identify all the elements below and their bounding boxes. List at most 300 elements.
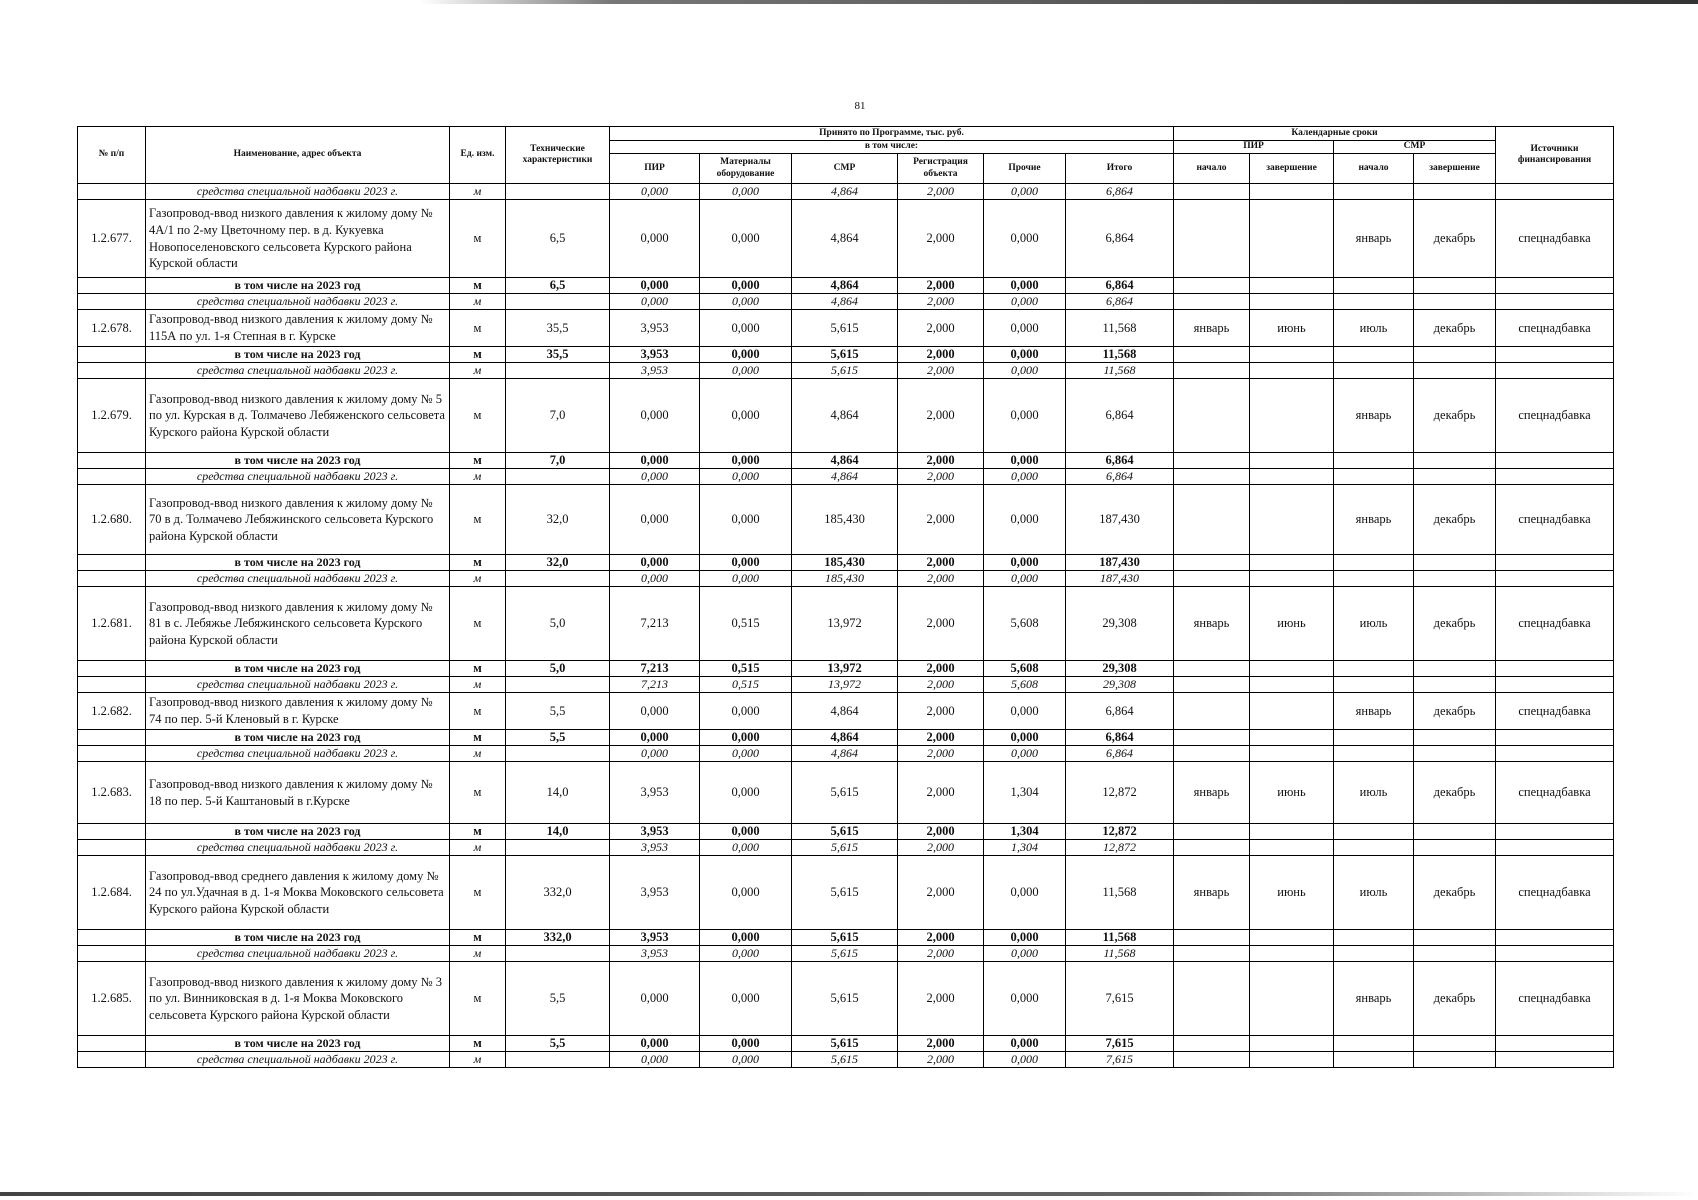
item-name: Газопровод-ввод среднего давления к жилому дому № 24 по ул.Удачная в д. 1-я Моква Моковского сельсовета Курского района Курской области (146, 856, 450, 930)
item-total: 6,864 (1066, 200, 1174, 278)
subtotal-empty (1414, 730, 1496, 746)
subtotal-tech: 6,5 (506, 278, 610, 294)
subtotal-empty (1334, 661, 1414, 677)
item-registration: 2,000 (898, 485, 984, 555)
item-pir-start: январь (1174, 762, 1250, 824)
subtotal-materials: 0,000 (700, 1036, 792, 1052)
item-materials: 0,000 (700, 310, 792, 347)
subtotal-total: 6,864 (1066, 453, 1174, 469)
subtotal-materials: 0,000 (700, 453, 792, 469)
subtotal-empty (1174, 930, 1250, 946)
fund-tech (506, 184, 610, 200)
item-total: 11,568 (1066, 856, 1174, 930)
fund-registration: 2,000 (898, 946, 984, 962)
fund-empty (1334, 840, 1414, 856)
fund-empty (1174, 571, 1250, 587)
fund-registration: 2,000 (898, 469, 984, 485)
subtotal-smr: 185,430 (792, 555, 898, 571)
item-pir-start: январь (1174, 587, 1250, 661)
subtotal-total: 11,568 (1066, 930, 1174, 946)
subtotal-num (78, 824, 146, 840)
table-row (78, 485, 1614, 555)
fund-tech (506, 840, 610, 856)
subtotal-empty (1174, 278, 1250, 294)
subtotal-unit: м (450, 278, 506, 294)
fund-pir: 7,213 (610, 677, 700, 693)
fund-unit: м (450, 746, 506, 762)
item-pir-end: июнь (1250, 587, 1334, 661)
item-num: 1.2.677. (78, 200, 146, 278)
item-pir-start (1174, 379, 1250, 453)
item-pir-start (1174, 693, 1250, 730)
fund-empty (1496, 469, 1614, 485)
fund-materials: 0,000 (700, 363, 792, 379)
fund-empty (1414, 677, 1496, 693)
fund-tech (506, 571, 610, 587)
item-pir-end (1250, 485, 1334, 555)
item-smr-end: декабрь (1414, 200, 1496, 278)
item-other: 0,000 (984, 379, 1066, 453)
item-registration: 2,000 (898, 379, 984, 453)
subtotal-num (78, 730, 146, 746)
subtotal-empty (1334, 453, 1414, 469)
subtotal-empty (1414, 347, 1496, 363)
subtotal-row (78, 453, 1614, 469)
fund-unit: м (450, 363, 506, 379)
fund-tech (506, 677, 610, 693)
fund-empty (1174, 746, 1250, 762)
subtotal-other: 1,304 (984, 824, 1066, 840)
fund-unit: м (450, 294, 506, 310)
subtotal-unit: м (450, 730, 506, 746)
item-num: 1.2.678. (78, 310, 146, 347)
item-smr: 5,615 (792, 962, 898, 1036)
subtotal-label: в том числе на 2023 год (146, 278, 450, 294)
fund-unit: м (450, 571, 506, 587)
fund-empty (1496, 294, 1614, 310)
fund-empty (1414, 746, 1496, 762)
subtotal-smr: 4,864 (792, 278, 898, 294)
table-header (78, 127, 1614, 184)
fund-empty (1250, 746, 1334, 762)
subtotal-tech: 7,0 (506, 453, 610, 469)
subtotal-empty (1174, 730, 1250, 746)
fund-empty (1174, 294, 1250, 310)
subtotal-label: в том числе на 2023 год (146, 930, 450, 946)
item-registration: 2,000 (898, 200, 984, 278)
subtotal-empty (1250, 824, 1334, 840)
subtotal-registration: 2,000 (898, 824, 984, 840)
fund-label: средства специальной надбавки 2023 г. (146, 1052, 450, 1068)
item-smr-start: июль (1334, 587, 1414, 661)
fund-num (78, 469, 146, 485)
item-smr-start: январь (1334, 485, 1414, 555)
subtotal-num (78, 930, 146, 946)
item-other: 0,000 (984, 485, 1066, 555)
subtotal-label: в том числе на 2023 год (146, 453, 450, 469)
fund-other: 0,000 (984, 184, 1066, 200)
item-pir: 0,000 (610, 962, 700, 1036)
item-name: Газопровод-ввод низкого давления к жилому дому № 115А по ул. 1-я Степная в г. Курске (146, 310, 450, 347)
fund-empty (1414, 946, 1496, 962)
header-including: в том числе: (610, 141, 1174, 154)
fund-row (78, 677, 1614, 693)
fund-empty (1496, 746, 1614, 762)
fund-other: 0,000 (984, 363, 1066, 379)
item-other: 0,000 (984, 962, 1066, 1036)
fund-registration: 2,000 (898, 840, 984, 856)
item-pir-end (1250, 379, 1334, 453)
item-name: Газопровод-ввод низкого давления к жилому дому № 74 по пер. 5-й Кленовый в г. Курске (146, 693, 450, 730)
header-cal-pir: ПИР (1174, 141, 1334, 154)
item-smr: 185,430 (792, 485, 898, 555)
fund-total: 12,872 (1066, 840, 1174, 856)
subtotal-empty (1174, 824, 1250, 840)
page-number: 81 (854, 100, 866, 112)
fund-empty (1496, 840, 1614, 856)
subtotal-unit: м (450, 347, 506, 363)
subtotal-total: 187,430 (1066, 555, 1174, 571)
subtotal-other: 0,000 (984, 347, 1066, 363)
item-num: 1.2.685. (78, 962, 146, 1036)
subtotal-num (78, 1036, 146, 1052)
subtotal-empty (1414, 824, 1496, 840)
item-materials: 0,515 (700, 587, 792, 661)
table-row (78, 379, 1614, 453)
fund-empty (1414, 840, 1496, 856)
item-pir-end: июнь (1250, 856, 1334, 930)
fund-unit: м (450, 184, 506, 200)
subtotal-materials: 0,000 (700, 555, 792, 571)
fund-empty (1250, 840, 1334, 856)
fund-num (78, 571, 146, 587)
fund-materials: 0,000 (700, 840, 792, 856)
subtotal-registration: 2,000 (898, 661, 984, 677)
item-materials: 0,000 (700, 856, 792, 930)
subtotal-other: 0,000 (984, 555, 1066, 571)
fund-unit: м (450, 469, 506, 485)
item-smr: 4,864 (792, 200, 898, 278)
subtotal-tech: 14,0 (506, 824, 610, 840)
subtotal-empty (1496, 930, 1614, 946)
fund-smr: 5,615 (792, 363, 898, 379)
program-table (77, 126, 1614, 1068)
item-name: Газопровод-ввод низкого давления к жилому дому № 4А/1 по 2-му Цветочному пер. в д. Кукуевка Новопоселеновского сельсовета Курского района Курской области (146, 200, 450, 278)
subtotal-empty (1250, 278, 1334, 294)
subtotal-total: 11,568 (1066, 347, 1174, 363)
fund-empty (1334, 294, 1414, 310)
fund-empty (1496, 946, 1614, 962)
item-unit: м (450, 379, 506, 453)
fund-smr: 4,864 (792, 184, 898, 200)
item-smr: 5,615 (792, 762, 898, 824)
item-source: спецнадбавка (1496, 962, 1614, 1036)
item-pir-end (1250, 962, 1334, 1036)
item-smr-start: январь (1334, 379, 1414, 453)
item-total: 6,864 (1066, 379, 1174, 453)
item-name: Газопровод-ввод низкого давления к жилому дому № 81 в с. Лебяжье Лебяжинского сельсовета Курского района Курской области (146, 587, 450, 661)
subtotal-empty (1174, 555, 1250, 571)
fund-empty (1174, 363, 1250, 379)
subtotal-other: 0,000 (984, 730, 1066, 746)
fund-empty (1334, 571, 1414, 587)
table-row (78, 587, 1614, 661)
item-pir: 3,953 (610, 762, 700, 824)
fund-num (78, 294, 146, 310)
fund-smr: 4,864 (792, 294, 898, 310)
fund-empty (1496, 1052, 1614, 1068)
fund-row (78, 840, 1614, 856)
item-unit: м (450, 762, 506, 824)
fund-empty (1250, 363, 1334, 379)
fund-tech (506, 746, 610, 762)
fund-smr: 5,615 (792, 1052, 898, 1068)
item-smr-start: июль (1334, 856, 1414, 930)
subtotal-row (78, 824, 1614, 840)
fund-empty (1414, 1052, 1496, 1068)
subtotal-smr: 4,864 (792, 730, 898, 746)
subtotal-empty (1334, 278, 1414, 294)
subtotal-empty (1496, 1036, 1614, 1052)
item-pir-end (1250, 200, 1334, 278)
subtotal-materials: 0,000 (700, 824, 792, 840)
fund-tech (506, 469, 610, 485)
item-pir-start (1174, 200, 1250, 278)
header-sources: Источники финансирования (1496, 127, 1614, 184)
item-pir-start: январь (1174, 310, 1250, 347)
fund-empty (1334, 469, 1414, 485)
item-pir: 3,953 (610, 310, 700, 347)
item-tech: 332,0 (506, 856, 610, 930)
item-num: 1.2.682. (78, 693, 146, 730)
item-pir-start (1174, 962, 1250, 1036)
subtotal-empty (1496, 347, 1614, 363)
subtotal-empty (1334, 730, 1414, 746)
table-body (78, 184, 1614, 1068)
subtotal-smr: 5,615 (792, 930, 898, 946)
fund-tech (506, 1052, 610, 1068)
fund-num (78, 746, 146, 762)
item-other: 0,000 (984, 310, 1066, 347)
item-source: спецнадбавка (1496, 762, 1614, 824)
fund-row (78, 946, 1614, 962)
subtotal-total: 29,308 (1066, 661, 1174, 677)
item-num: 1.2.681. (78, 587, 146, 661)
item-pir: 3,953 (610, 856, 700, 930)
item-source: спецнадбавка (1496, 587, 1614, 661)
subtotal-label: в том числе на 2023 год (146, 824, 450, 840)
item-smr-end: декабрь (1414, 856, 1496, 930)
fund-empty (1174, 946, 1250, 962)
item-num: 1.2.683. (78, 762, 146, 824)
header-smr-start: начало (1334, 154, 1414, 184)
item-pir: 0,000 (610, 200, 700, 278)
item-name: Газопровод-ввод низкого давления к жилому дому № 18 по пер. 5-й Каштановый в г.Курске (146, 762, 450, 824)
fund-num (78, 677, 146, 693)
item-name: Газопровод-ввод низкого давления к жилому дому № 3 по ул. Винниковская в д. 1-я Моква Моковского сельсовета Курского района Курской области (146, 962, 450, 1036)
fund-num (78, 840, 146, 856)
item-pir-start: январь (1174, 856, 1250, 930)
fund-label: средства специальной надбавки 2023 г. (146, 184, 450, 200)
subtotal-empty (1334, 824, 1414, 840)
header-num: № п/п (78, 127, 146, 184)
fund-empty (1414, 363, 1496, 379)
table-row (78, 856, 1614, 930)
subtotal-pir: 3,953 (610, 824, 700, 840)
item-other: 1,304 (984, 762, 1066, 824)
fund-row (78, 363, 1614, 379)
item-total: 187,430 (1066, 485, 1174, 555)
item-registration: 2,000 (898, 762, 984, 824)
subtotal-empty (1250, 661, 1334, 677)
item-tech: 5,5 (506, 962, 610, 1036)
item-num: 1.2.680. (78, 485, 146, 555)
item-source: спецнадбавка (1496, 485, 1614, 555)
subtotal-materials: 0,000 (700, 730, 792, 746)
item-other: 0,000 (984, 693, 1066, 730)
item-unit: м (450, 587, 506, 661)
subtotal-registration: 2,000 (898, 730, 984, 746)
item-tech: 14,0 (506, 762, 610, 824)
subtotal-other: 0,000 (984, 278, 1066, 294)
fund-registration: 2,000 (898, 1052, 984, 1068)
subtotal-empty (1174, 347, 1250, 363)
item-smr: 13,972 (792, 587, 898, 661)
subtotal-empty (1496, 661, 1614, 677)
item-name: Газопровод-ввод низкого давления к жилому дому № 70 в д. Толмачево Лебяжинского сельсовета Курского района Курской области (146, 485, 450, 555)
fund-other: 5,608 (984, 677, 1066, 693)
fund-materials: 0,000 (700, 469, 792, 485)
fund-empty (1250, 946, 1334, 962)
subtotal-empty (1496, 278, 1614, 294)
fund-num (78, 363, 146, 379)
item-tech: 5,0 (506, 587, 610, 661)
item-tech: 7,0 (506, 379, 610, 453)
fund-empty (1496, 677, 1614, 693)
item-smr-end: декабрь (1414, 587, 1496, 661)
subtotal-empty (1414, 661, 1496, 677)
subtotal-unit: м (450, 930, 506, 946)
subtotal-pir: 0,000 (610, 1036, 700, 1052)
item-unit: м (450, 485, 506, 555)
subtotal-empty (1496, 555, 1614, 571)
fund-materials: 0,000 (700, 946, 792, 962)
item-total: 7,615 (1066, 962, 1174, 1036)
item-pir: 0,000 (610, 485, 700, 555)
subtotal-other: 0,000 (984, 453, 1066, 469)
header-pir-end: завершение (1250, 154, 1334, 184)
item-pir-end: июнь (1250, 310, 1334, 347)
subtotal-total: 12,872 (1066, 824, 1174, 840)
subtotal-registration: 2,000 (898, 278, 984, 294)
fund-total: 187,430 (1066, 571, 1174, 587)
subtotal-empty (1174, 453, 1250, 469)
item-smr-end: декабрь (1414, 762, 1496, 824)
fund-num (78, 1052, 146, 1068)
fund-unit: м (450, 677, 506, 693)
fund-empty (1174, 1052, 1250, 1068)
item-smr-end: декабрь (1414, 310, 1496, 347)
fund-other: 0,000 (984, 294, 1066, 310)
subtotal-pir: 3,953 (610, 347, 700, 363)
item-other: 0,000 (984, 200, 1066, 278)
fund-smr: 185,430 (792, 571, 898, 587)
scan-edge-bottom (0, 1192, 1698, 1196)
subtotal-num (78, 661, 146, 677)
item-other: 0,000 (984, 856, 1066, 930)
header-smr-end: завершение (1414, 154, 1496, 184)
fund-other: 0,000 (984, 571, 1066, 587)
subtotal-registration: 2,000 (898, 930, 984, 946)
fund-total: 11,568 (1066, 363, 1174, 379)
item-num: 1.2.679. (78, 379, 146, 453)
item-other: 5,608 (984, 587, 1066, 661)
fund-registration: 2,000 (898, 571, 984, 587)
item-tech: 32,0 (506, 485, 610, 555)
subtotal-empty (1496, 730, 1614, 746)
item-registration: 2,000 (898, 310, 984, 347)
fund-empty (1250, 677, 1334, 693)
subtotal-label: в том числе на 2023 год (146, 347, 450, 363)
item-source: спецнадбавка (1496, 379, 1614, 453)
fund-registration: 2,000 (898, 294, 984, 310)
fund-registration: 2,000 (898, 746, 984, 762)
subtotal-other: 5,608 (984, 661, 1066, 677)
item-tech: 5,5 (506, 693, 610, 730)
item-materials: 0,000 (700, 962, 792, 1036)
header-accepted: Принято по Программе, тыс. руб. (610, 127, 1174, 141)
subtotal-tech: 5,0 (506, 661, 610, 677)
item-smr-start: январь (1334, 962, 1414, 1036)
fund-empty (1174, 840, 1250, 856)
fund-smr: 13,972 (792, 677, 898, 693)
subtotal-smr: 5,615 (792, 1036, 898, 1052)
item-tech: 6,5 (506, 200, 610, 278)
fund-empty (1414, 571, 1496, 587)
fund-pir: 0,000 (610, 184, 700, 200)
subtotal-smr: 5,615 (792, 824, 898, 840)
subtotal-materials: 0,515 (700, 661, 792, 677)
fund-empty (1334, 746, 1414, 762)
fund-other: 0,000 (984, 1052, 1066, 1068)
header-pir: ПИР (610, 154, 700, 184)
table-row (78, 962, 1614, 1036)
subtotal-unit: м (450, 824, 506, 840)
fund-empty (1174, 469, 1250, 485)
fund-pir: 3,953 (610, 840, 700, 856)
fund-label: средства специальной надбавки 2023 г. (146, 677, 450, 693)
item-name: Газопровод-ввод низкого давления к жилому дому № 5 по ул. Курская в д. Толмачево Лебяженского сельсовета Курского района Курской области (146, 379, 450, 453)
item-total: 29,308 (1066, 587, 1174, 661)
fund-total: 29,308 (1066, 677, 1174, 693)
fund-unit: м (450, 946, 506, 962)
item-source: спецнадбавка (1496, 693, 1614, 730)
subtotal-empty (1414, 1036, 1496, 1052)
item-unit: м (450, 693, 506, 730)
fund-registration: 2,000 (898, 184, 984, 200)
fund-label: средства специальной надбавки 2023 г. (146, 469, 450, 485)
table-row (78, 693, 1614, 730)
item-materials: 0,000 (700, 200, 792, 278)
fund-label: средства специальной надбавки 2023 г. (146, 363, 450, 379)
fund-registration: 2,000 (898, 363, 984, 379)
fund-total: 7,615 (1066, 1052, 1174, 1068)
fund-tech (506, 363, 610, 379)
subtotal-registration: 2,000 (898, 453, 984, 469)
fund-row (78, 571, 1614, 587)
scan-edge-top (420, 0, 1698, 4)
item-pir-end (1250, 693, 1334, 730)
